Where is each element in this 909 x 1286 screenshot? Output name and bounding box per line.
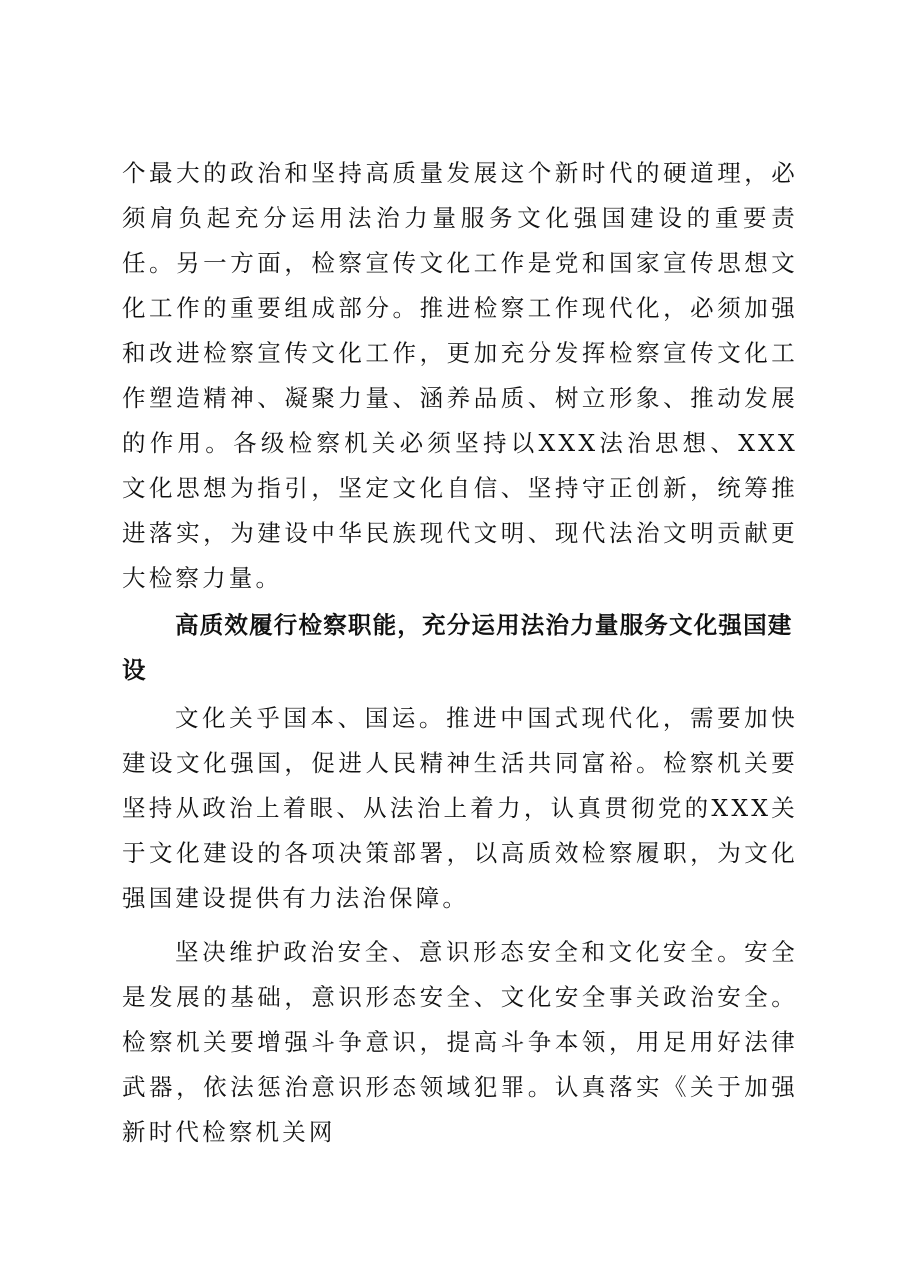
- section-heading: 高质效履行检察职能，充分运用法治力量服务文化强国建设: [122, 611, 793, 684]
- document-body: [122, 151, 798, 1155]
- body-paragraph-3: 坚决维护政治安全、意识形态安全和文化安全。安全是发展的基础，意识形态安全、文化安全事关政治安全。检察机关要增强斗争意识，提高斗争本领，用足用好法律武器，依法惩治意识形态领域犯罪。认真落实《关于加强新时代检察机关网: [122, 938, 798, 1146]
- paragraph-spacer: [122, 921, 798, 930]
- body-paragraph-2: 文化关乎国本、国运。推进中国式现代化，需要加快建设文化强国，促进人民精神生活共同富裕。检察机关要坚持从政治上着眼、从法治上着力，认真贯彻党的XXX关于文化建设的各项决策部署，以高质效检察履职，为文化强国建设提供有力法治保障。: [122, 704, 798, 912]
- body-paragraph-1: 个最大的政治和坚持高质量发展这个新时代的硬道理，必须肩负起充分运用法治力量服务文化强国建设的重要责任。另一方面，检察宣传文化工作是党和国家宣传思想文化工作的重要组成部分。推进检察工作现代化，必须加强和改进检察宣传文化工作，更加充分发挥检察宣传文化工作塑造精神、凝聚力量、涵养品质、树立形象、推动发展的作用。各级检察机关必须坚持以XXX法治思想、XXX文化思想为指引，坚定文化自信、坚持守正创新，统筹推进落实，为建设中华民族现代文明、现代法治文明贡献更大检察力量。: [122, 159, 798, 592]
